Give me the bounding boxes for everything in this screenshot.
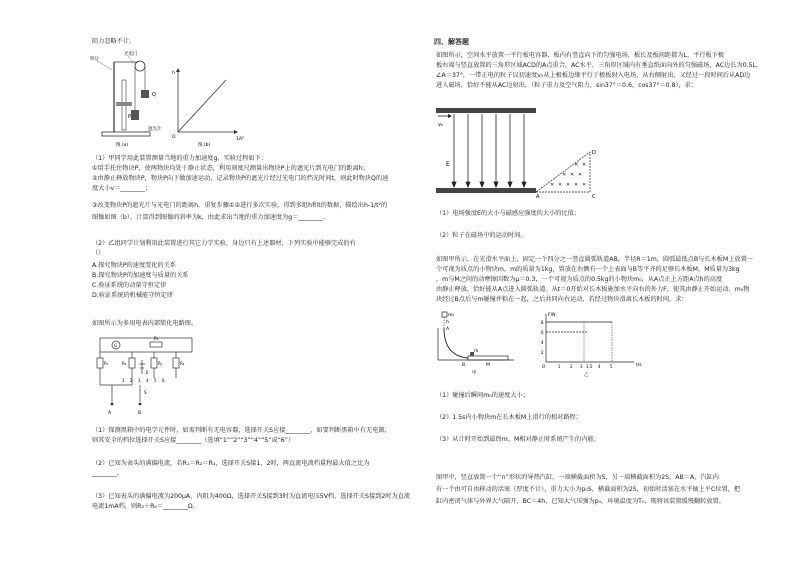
intro-text: 阻力忽略不计。 bbox=[92, 38, 136, 45]
p2-line5: 块经过B点后与m碰撞并粘在一起，之后共同向右运动，若经过物块滑离长木板的时间，求： bbox=[436, 296, 688, 303]
tick-x1: 1 bbox=[558, 364, 561, 369]
svg-text:✕: ✕ bbox=[574, 162, 579, 168]
upper-plate bbox=[436, 108, 536, 113]
circuit-R1: R₁ bbox=[104, 361, 109, 366]
p1-line4: 进入磁场，恰好不能从AC边射出，（粒子重力及空气阻力，sin37°＝0.6，cos37°＝0.8），求： bbox=[436, 82, 698, 89]
q1-step2: ②由静止释放物块P，物块P向下做加速运动，记录物块P的遮光片经过光电门的挡光时间t，则此时物块Q的速 bbox=[92, 175, 389, 182]
svg-text:✕: ✕ bbox=[578, 172, 583, 178]
svg-text:✕: ✕ bbox=[582, 162, 587, 168]
q1-step3: ③改变物块P的遮光片与光电门的距离h，重复步骤①②进行多次实验，得到多组h和t的数据，描绘出h-1/t²的 bbox=[92, 202, 388, 209]
p2-line2: 个可视为质点的小物块m，m的质量为1kg，置放在右侧有一个上表面与B等平齐的足够长木板M，M质量为3kg bbox=[436, 266, 740, 273]
graph-origin: O bbox=[172, 135, 176, 140]
option-A: A.探究物块P的速度变化的关系 bbox=[92, 262, 177, 269]
circuit-R2: R₂ bbox=[122, 361, 127, 366]
figure-a-caption: 图 (a) bbox=[116, 143, 129, 148]
q1-stem: （1）甲同学用此装置测量当地的重力加速度g，实验过程如下： bbox=[92, 155, 267, 162]
circuit-n4: 4 bbox=[146, 378, 149, 383]
lower-plate bbox=[436, 188, 536, 193]
p2-question3: （3）从计时开始到最终m、M相对静止时系统产生的内能。 bbox=[436, 436, 600, 443]
option-C: C.验证系统的动量守恒定律 bbox=[92, 282, 167, 289]
label-arc-A: A bbox=[446, 327, 450, 332]
tick-y8: 8 bbox=[541, 320, 544, 325]
tick-x4: 4 bbox=[598, 364, 601, 369]
c2-line1: （2）已知为表头的满偏电流，若R₁＝R₂＝R₃，选择开关S接1、2时，两直流电流档量程最大值之比为 bbox=[92, 460, 370, 467]
circuit-R3: R₃ bbox=[158, 361, 163, 366]
tick-origin: O bbox=[542, 364, 546, 369]
p2-question2: （2）1.5s内小物块m在长木板M上滑行的相对路程； bbox=[436, 414, 582, 421]
label-dangguang: 遮光片 bbox=[148, 127, 162, 132]
circuit-R4: R₄ bbox=[180, 361, 185, 366]
option-B: B.探究物块P的加速度与质量的关系 bbox=[92, 272, 189, 279]
magnetic-x-marks bbox=[550, 162, 586, 188]
q2-bracket: （） bbox=[92, 250, 105, 257]
section-heading: 四、解答题 bbox=[434, 38, 469, 46]
circuit-R5: R₅ bbox=[154, 336, 159, 341]
circuit-n2: 2 bbox=[130, 378, 133, 383]
c1-line2: 则其安全的档位选择开关S应接________（选填“1”“2”“3”“4”“5”或“6”） bbox=[92, 437, 295, 444]
tick-x3: 3 bbox=[580, 364, 583, 369]
label-guangdian: 光电门 bbox=[124, 52, 138, 57]
label-Q: Q bbox=[152, 92, 156, 98]
p2-line1: 如图甲所示，在光滑水平面上，固定一个四分之一竖直圆弧轨道AB，半径R＝1m，圆弧最低点B与长木板M上放置一 bbox=[436, 256, 753, 263]
p1-line3: ∠A＝37°，一带正电的粒子以初速度v₀从上极板边缘平行于极板射入电场，从右侧射出，又经过一段时间后从AD边 bbox=[436, 72, 751, 79]
circuit-n1: 1 bbox=[122, 378, 125, 383]
svg-text:✕: ✕ bbox=[566, 182, 571, 188]
q1-step1: ①用手托住物块P，使两物块均处于静止状态，利用刻度尺测量出物块P上的遮光片到光电门的距离h； bbox=[92, 165, 369, 172]
figure-b-graph bbox=[176, 68, 238, 134]
multimeter-circuit bbox=[92, 330, 202, 420]
circuit-B: B bbox=[138, 411, 142, 416]
svg-text:✕: ✕ bbox=[574, 182, 579, 188]
p1-question2: （2）粒子在磁场中的运动时间。 bbox=[436, 232, 527, 239]
circuit-n3: 3 bbox=[138, 378, 141, 383]
p2-question1: （1）碰撞后瞬间m₀的速度大小； bbox=[436, 392, 529, 399]
graph-t-label: t/s bbox=[636, 363, 642, 368]
label-tiepian: 铁片 bbox=[90, 57, 99, 62]
circuit-n5: 5 bbox=[154, 378, 157, 383]
p3-line3: 缸内密闭气体与外界大气隔开，BC＝4h，已知大气压强为p₀，环境温度为T₀，现将该装置缓慢翻转放置。 bbox=[436, 498, 725, 505]
q1-step3b: 图像如图（b），计算得到图像的斜率为k，由此求出当地的重力加速度为g＝________。 bbox=[92, 214, 330, 221]
q1-step2b: 度大小v＝________； bbox=[92, 185, 152, 192]
p2-line3: ，m与M之间的动摩擦因数为μ＝0.3，一个可视为质点的0.5kg的小物块m₀，从A点正上方距A点h的高度 bbox=[436, 276, 723, 283]
tick-y4: 4 bbox=[541, 340, 544, 345]
capacitor-magnetic-figure bbox=[434, 104, 604, 199]
pulley-icon bbox=[135, 61, 145, 71]
label-m0: m₀ bbox=[448, 313, 455, 318]
circuit-S: S bbox=[144, 390, 147, 395]
tick-y6: 6 bbox=[541, 330, 544, 335]
q2-stem: （2）乙组同学计划利用此装置进行其它力学实验，身边只有上述器材，下列实验中能够完成的有 bbox=[92, 240, 356, 247]
tick-x35: 3.5 bbox=[586, 364, 593, 369]
p3-line1: 图甲中，竖直放置一个“∩”形状的导热汽缸，一端横截面积为S，另一端横截面积为2S，AB＝A，汽缸内 bbox=[436, 474, 719, 481]
circuit-A: A bbox=[108, 411, 112, 416]
arc-track-figures bbox=[434, 308, 654, 378]
figure-jia-caption: 甲 bbox=[472, 371, 477, 376]
label-A: A bbox=[536, 194, 540, 199]
graph-x-label: 1/t² bbox=[236, 137, 244, 142]
svg-text:✕: ✕ bbox=[562, 172, 567, 178]
svg-text:✕: ✕ bbox=[550, 182, 555, 188]
tick-y2: 2 bbox=[541, 350, 544, 355]
circuit-E: E bbox=[146, 370, 149, 375]
label-P: P bbox=[128, 114, 132, 120]
right-column bbox=[400, 0, 794, 562]
label-m: m bbox=[474, 349, 479, 354]
field-lines bbox=[452, 114, 526, 187]
p1-line2: 板右端与竖直放置的三角形区域ACD的A点重合，AC水平，三角形区域内有垂直纸面向外的匀强磁场，AC边长为0.5L， bbox=[436, 62, 763, 69]
figure-yi-caption: 乙 bbox=[584, 373, 589, 378]
graph-line bbox=[178, 80, 226, 132]
figure-a-apparatus bbox=[96, 56, 150, 136]
label-M: M bbox=[486, 363, 490, 368]
label-h: h bbox=[446, 320, 449, 325]
label-C: C bbox=[592, 194, 596, 199]
p1-question1: （1）电场强度E的大小与磁感应强度的大小的比值； bbox=[436, 210, 580, 217]
experiment-figures bbox=[86, 50, 261, 155]
label-v0: v₀ bbox=[438, 122, 443, 128]
svg-text:✕: ✕ bbox=[582, 182, 587, 188]
c3-line2: 电流1mA档，则R₃＋R₄＝________Ω。 bbox=[92, 503, 199, 510]
tick-x5: 5 bbox=[610, 364, 613, 369]
circuit-title: 如图所示为多用电表内部简化电路图。 bbox=[92, 320, 198, 327]
c1-line1: （1）探测黑箱中的电学元件时，如需判断有无电容器，选择开关S应接________，如要判断黑箱中有无电源， bbox=[92, 427, 391, 434]
tick-x2: 2 bbox=[570, 364, 573, 369]
label-B: B bbox=[462, 363, 466, 368]
c3-line1: （3）已知表头的满偏电流为200μA，内阻为400Ω，选择开关S接到3时为直流电压5V档，选择开关S接到2时为直流 bbox=[92, 493, 411, 500]
svg-text:✕: ✕ bbox=[558, 182, 563, 188]
figure-b-caption: 图 (b) bbox=[198, 143, 211, 148]
p3-line2: 有一个由可自由移动的活塞（厚度不计），重力大小为p₀S，横截面积为2S，初始时活塞在水平轴上平C位置，把 bbox=[436, 486, 741, 493]
circuit-n6: 6 bbox=[162, 378, 165, 383]
label-D: D bbox=[592, 150, 596, 156]
circuit-G: G bbox=[114, 343, 118, 348]
p1-line1: 如图所示，空间水平放置一平行板电容器，板内有竖直向下的匀强电场，板长及板间距都为L，平行板下极 bbox=[436, 52, 725, 59]
figure-yi-graph bbox=[546, 314, 634, 362]
graph-F-label: F/N bbox=[548, 313, 556, 318]
svg-text:✕: ✕ bbox=[570, 172, 575, 178]
graph-y-label: h bbox=[172, 71, 175, 76]
label-E: E bbox=[446, 161, 450, 168]
p2-line4: 由静止释放，恰好能从A点进入圆弧轨道。从t＝0开始对长木板施加水平向右的外力F，使其由静止开始运动，m₀物 bbox=[436, 286, 750, 293]
option-D: D.验证系统的机械能守恒定律 bbox=[92, 292, 173, 299]
c2-line2: ________。 bbox=[92, 470, 123, 477]
